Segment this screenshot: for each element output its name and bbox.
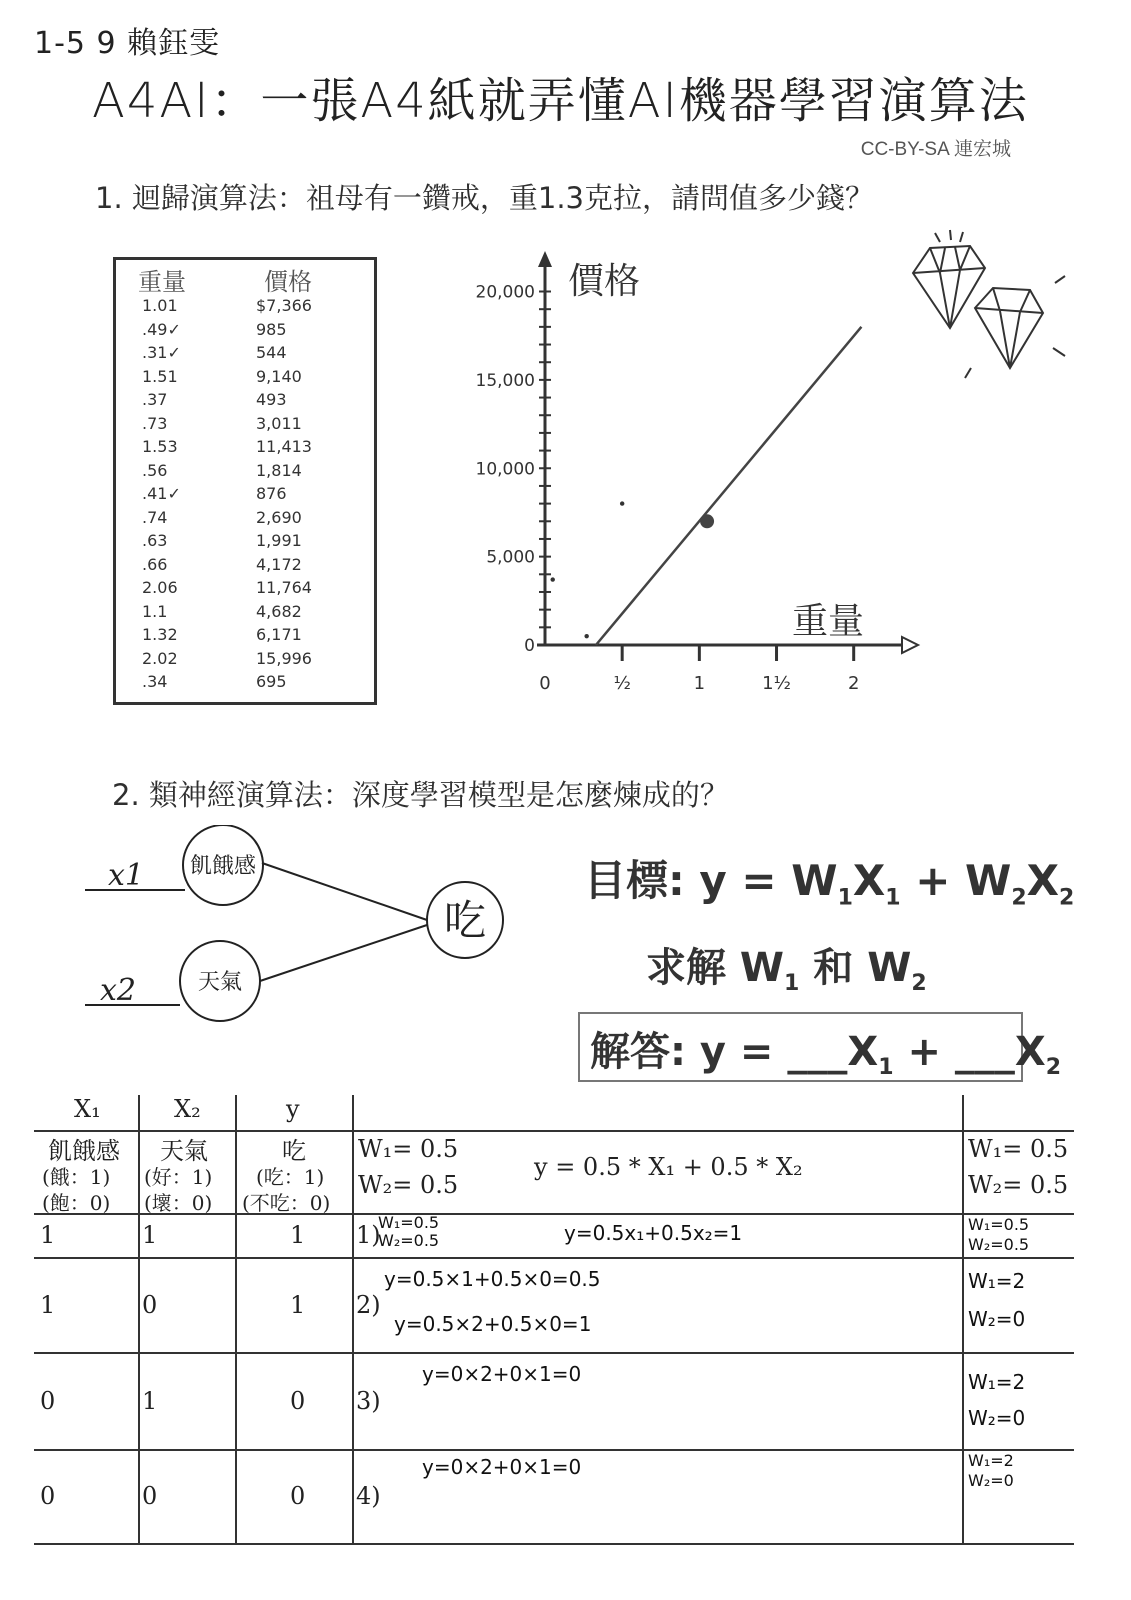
price-cell: 11,413 bbox=[256, 437, 312, 456]
goal-prefix: 目標: y = W bbox=[584, 856, 838, 905]
y-tick-label: 10,000 bbox=[475, 459, 535, 480]
weight-cell: 1.1 bbox=[142, 601, 168, 621]
price-cell: 15,996 bbox=[256, 648, 312, 668]
y-tick-label: 5,000 bbox=[486, 547, 535, 568]
col-header-x1: X₁ bbox=[74, 1095, 101, 1123]
weight-cell: 2.06 bbox=[142, 578, 178, 597]
init-w2: W₂= 0.5 bbox=[358, 1171, 459, 1199]
price-cell: 4,172 bbox=[256, 554, 302, 574]
edge-weather-eat bbox=[260, 925, 427, 981]
x1-cell: 1 bbox=[40, 1290, 56, 1319]
goal-sub-4: 2 bbox=[1059, 885, 1075, 911]
step-number: 2) bbox=[356, 1290, 381, 1319]
weight-cell: 1.53 bbox=[142, 437, 178, 456]
price-cell: 695 bbox=[256, 672, 287, 691]
pre-w2: W₂=0.5 bbox=[378, 1231, 440, 1250]
input-x1-label: x1 bbox=[108, 858, 145, 893]
col-name-hunger: 飢餓感 bbox=[48, 1137, 120, 1165]
weather-rule-1: (好：1) bbox=[144, 1165, 213, 1189]
updated-w2: W₂=0 bbox=[968, 1406, 1026, 1430]
weight-cell: .31✓ bbox=[142, 343, 181, 362]
x1-cell: 0 bbox=[40, 1386, 56, 1415]
weight-cell: 1.32 bbox=[142, 625, 178, 644]
solve-sub-2: 2 bbox=[911, 971, 927, 996]
prediction-point bbox=[700, 514, 714, 528]
x-tick-label: ½ bbox=[613, 673, 631, 694]
weight-cell: .37 bbox=[142, 390, 168, 409]
hunger-node-label: 飢餓感 bbox=[189, 854, 257, 879]
goal-sub-3: 2 bbox=[1011, 885, 1027, 911]
price-cell: 1,991 bbox=[256, 531, 302, 550]
x-tick-label: 0 bbox=[539, 673, 551, 694]
goal-m2: + W bbox=[900, 856, 1012, 905]
y-cell: 1 bbox=[290, 1290, 306, 1319]
x1-cell: 0 bbox=[40, 1482, 56, 1510]
price-cell: 985 bbox=[256, 319, 287, 339]
step-number: 1) bbox=[356, 1221, 381, 1249]
weight-cell: 1.51 bbox=[142, 366, 178, 386]
page-title: A4AI：一張A4紙就弄懂AI機器學習演算法 bbox=[92, 73, 1029, 129]
x2-cell: 1 bbox=[142, 1221, 158, 1249]
goal-m1: X bbox=[852, 856, 886, 905]
price-cell: 4,682 bbox=[256, 601, 302, 621]
hunger-rule-0: (飽：0) bbox=[42, 1191, 111, 1215]
init-out-w1: W₁= 0.5 bbox=[968, 1135, 1069, 1163]
updated-w1: W₁=2 bbox=[968, 1269, 1026, 1293]
price-cell: $7,366 bbox=[256, 296, 312, 315]
goal-sub-2: 1 bbox=[885, 885, 901, 911]
step-equation-1: y=0×2+0×1=0 bbox=[422, 1455, 582, 1479]
answer-prefix: 解答: y = ___X bbox=[590, 1029, 879, 1075]
x2-cell: 1 bbox=[142, 1386, 158, 1415]
goal-m3: X bbox=[1026, 856, 1060, 905]
neural-network-diagram bbox=[80, 825, 540, 1045]
updated-w1: W₁=0.5 bbox=[968, 1215, 1030, 1234]
price-cell: 544 bbox=[256, 343, 287, 362]
scatter-point bbox=[584, 634, 588, 638]
price-cell: 2,690 bbox=[256, 507, 302, 527]
weight-cell: .66 bbox=[142, 554, 168, 574]
weight-cell: .34 bbox=[142, 672, 168, 691]
y-axis-label: 價格 bbox=[568, 261, 641, 302]
price-header: 價格 bbox=[264, 268, 312, 296]
weight-cell: .63 bbox=[142, 531, 168, 550]
x2-cell: 0 bbox=[142, 1290, 158, 1319]
y-tick-label: 20,000 bbox=[475, 282, 535, 303]
weight-cell: 1.01 bbox=[142, 296, 178, 315]
x-tick-label: 1 bbox=[693, 673, 706, 694]
updated-w2: W₂=0 bbox=[968, 1471, 1014, 1490]
scatter-point bbox=[620, 501, 624, 505]
pre-w1: W₁=0.5 bbox=[378, 1213, 440, 1232]
input-x2-label: x2 bbox=[100, 973, 137, 1008]
updated-w1: W₁=2 bbox=[968, 1451, 1014, 1470]
price-cell: 493 bbox=[256, 390, 287, 409]
hunger-rule-1: (餓：1) bbox=[42, 1165, 111, 1189]
question-1: 1. 迴歸演算法：祖母有一鑽戒，重1.3克拉，請問值多少錢？ bbox=[95, 181, 875, 215]
step-equation-1: y=0×2+0×1=0 bbox=[422, 1362, 582, 1386]
init-equation: y = 0.5 * X₁ + 0.5 * X₂ bbox=[534, 1153, 803, 1181]
init-w1: W₁= 0.5 bbox=[358, 1135, 459, 1163]
diamond-icon bbox=[905, 228, 1080, 398]
weather-rule-0: (壞：0) bbox=[144, 1191, 213, 1215]
solve-prefix: 求解 W bbox=[646, 945, 785, 991]
price-cell: 11,764 bbox=[256, 578, 312, 597]
y-tick-label: 0 bbox=[524, 636, 535, 656]
solve-statement bbox=[646, 936, 927, 996]
col-name-weather: 天氣 bbox=[160, 1137, 208, 1165]
chart-axes bbox=[537, 251, 918, 653]
col-name-eat: 吃 bbox=[282, 1137, 306, 1165]
answer-sub-1: 1 bbox=[878, 1055, 894, 1080]
step-equation-1: y=0.5x₁+0.5x₂=1 bbox=[564, 1221, 743, 1245]
x-axis-arrow bbox=[902, 637, 918, 653]
regression-chart bbox=[440, 235, 940, 725]
diamond-data-table bbox=[113, 257, 377, 705]
x-tick-label: 1½ bbox=[762, 673, 791, 694]
y-cell: 1 bbox=[290, 1221, 306, 1249]
chart-marks bbox=[551, 327, 865, 645]
solve-mid: 和 W bbox=[799, 945, 912, 991]
x-tick-label: 2 bbox=[847, 673, 860, 694]
y-cell: 0 bbox=[290, 1386, 306, 1415]
updated-w2: W₂=0 bbox=[968, 1307, 1026, 1331]
weight-header: 重量 bbox=[138, 268, 186, 296]
answer-sub-2: 2 bbox=[1045, 1055, 1062, 1080]
price-cell: 3,011 bbox=[256, 413, 302, 433]
scatter-point bbox=[551, 577, 555, 581]
init-out-w2: W₂= 0.5 bbox=[968, 1171, 1069, 1199]
edge-hunger-eat bbox=[262, 863, 427, 920]
goal-sub-1: 1 bbox=[837, 885, 853, 911]
regression-line bbox=[596, 327, 861, 645]
price-cell: 1,814 bbox=[256, 460, 302, 480]
eat-rule-0: (不吃：0) bbox=[242, 1191, 331, 1215]
license-credit: CC-BY-SA 連宏城 bbox=[860, 139, 1011, 160]
price-cell: 876 bbox=[256, 484, 287, 503]
eat-rule-1: (吃：1) bbox=[256, 1165, 325, 1189]
question-2: 2. 類神經演算法：深度學習模型是怎麼煉成的？ bbox=[112, 778, 729, 812]
eat-node-label: 吃 bbox=[443, 896, 487, 945]
price-cell: 9,140 bbox=[256, 366, 302, 386]
step-equation-1: y=0.5×1+0.5×0=0.5 bbox=[384, 1267, 601, 1291]
y-cell: 0 bbox=[290, 1482, 306, 1510]
price-cell: 6,171 bbox=[256, 625, 302, 644]
x1-cell: 1 bbox=[40, 1221, 56, 1249]
answer-box bbox=[578, 1012, 1062, 1082]
col-header-y: y bbox=[286, 1095, 300, 1123]
x2-cell: 0 bbox=[142, 1482, 158, 1510]
weight-cell: .41✓ bbox=[142, 484, 181, 503]
training-table bbox=[34, 1095, 1074, 1545]
weight-cell: .74 bbox=[142, 507, 168, 527]
solve-sub-1: 1 bbox=[784, 971, 800, 996]
weight-cell: 2.02 bbox=[142, 648, 178, 668]
step-equation-2: y=0.5×2+0.5×0=1 bbox=[394, 1312, 592, 1336]
weight-cell: .56 bbox=[142, 460, 168, 480]
updated-w1: W₁=2 bbox=[968, 1370, 1026, 1394]
updated-w2: W₂=0.5 bbox=[968, 1235, 1030, 1254]
col-header-x2: X₂ bbox=[174, 1095, 201, 1123]
step-number: 4) bbox=[356, 1482, 381, 1510]
weight-cell: .73 bbox=[142, 413, 168, 433]
x-axis-label: 重量 bbox=[792, 601, 865, 642]
student-name: 1-5 9 賴鈺雯 bbox=[34, 26, 221, 61]
step-number: 3) bbox=[356, 1386, 381, 1415]
y-tick-label: 15,000 bbox=[475, 370, 535, 391]
weather-node-label: 天氣 bbox=[197, 970, 243, 995]
y-axis-arrow bbox=[538, 251, 552, 267]
weight-cell: .49✓ bbox=[142, 319, 181, 339]
answer-mid: + ___X bbox=[893, 1029, 1046, 1075]
goal-formula bbox=[584, 848, 1074, 910]
